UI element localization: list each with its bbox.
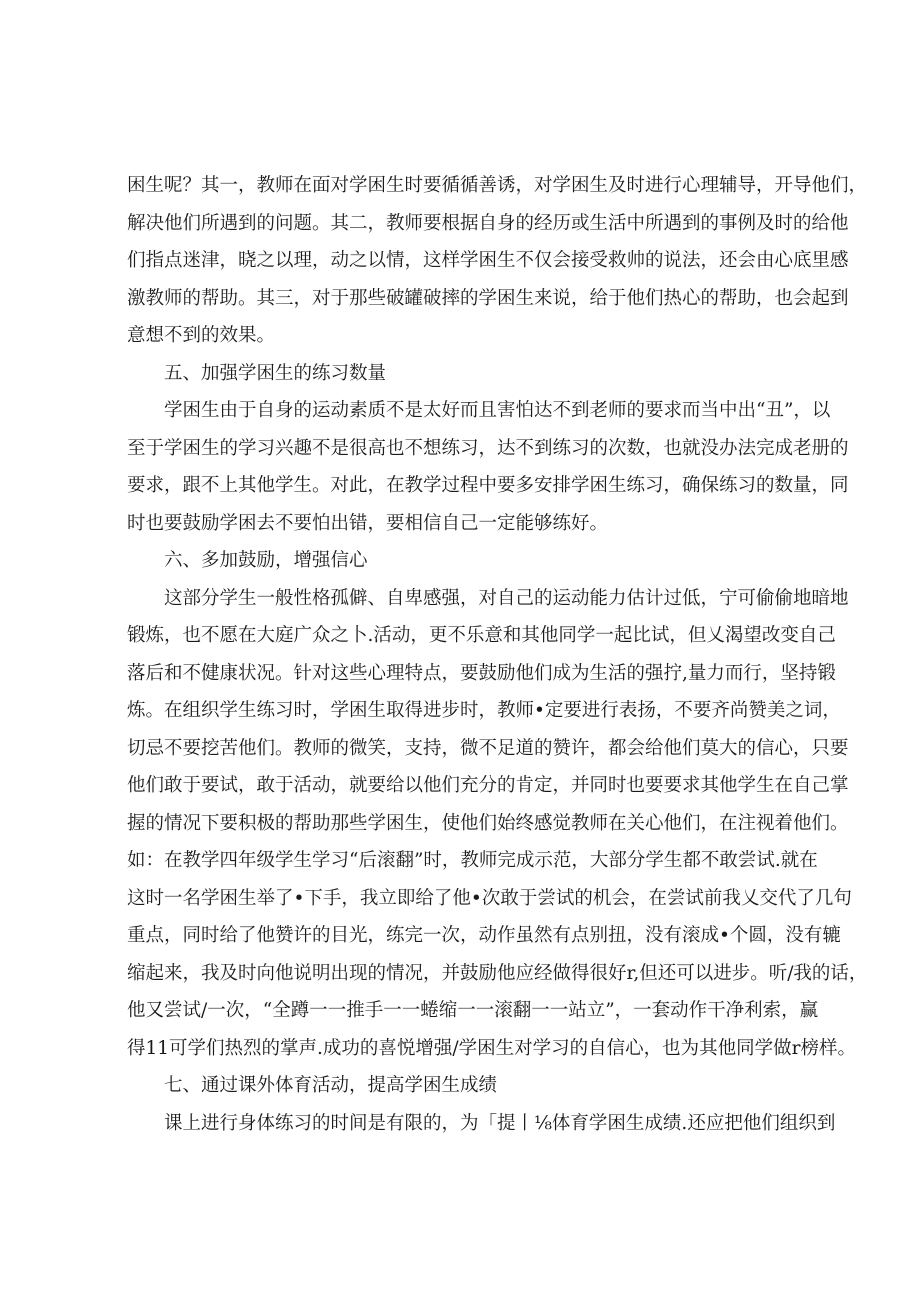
section-heading-7: 七、通过课外体育活动，提高学困生成绩: [164, 1075, 498, 1096]
text-line: 课上进行身体练习的时间是有限的，为「提丨⅛体育学困生成绩.还应把他们组织到: [164, 1112, 836, 1134]
paragraph-extracurricular: [127, 1105, 836, 1143]
text-line: 意想不到的效果。: [127, 325, 276, 346]
text-line: 这部分学生一般性格孤僻、自卑感强，对自己的运动能力估计过低，宁可偷偷地暗地: [164, 587, 849, 609]
text-line: 如：在教学四年级学生学习“后滚翻”时，教师完成示范，大部分学生都不敢尝试.就在: [127, 850, 818, 871]
text-line: 他又尝试/一次，“全蹲一一推手一一蜷缩一一滚翻一一站立”，一套动作干净利索，赢: [127, 1000, 819, 1021]
paragraph-practice-quantity: [127, 392, 849, 542]
section-heading-6: 六、多加鼓励，增强信心: [164, 550, 368, 571]
text-line: 缩起来，我及时向他说明出现的情况，并鼓励他应经做得很好r,但还可以进步。听/我的话，: [127, 962, 868, 984]
text-line: 学困生由于自身的运动素质不是太好而且害怕达不到老师的要求而当中出“丑”，以: [164, 400, 831, 421]
text-line: 激教师的帮助。其三，对于那些破罐破摔的学困生来说，给于他们热心的帮助，也会起到: [127, 287, 849, 309]
text-line: 时也要鼓励学困去不要怕出错，要相信自己一定能够练好。: [127, 512, 609, 534]
text-line: 得11可学们热烈的掌声.成功的喜悦增强/学困生对学习的自信心，也为其他同学做r榜样。: [127, 1037, 857, 1059]
text-line: 他们敢于要试，敢于活动，就要给以他们充分的肯定，并同时也要要求其他学生在自己掌: [127, 775, 849, 796]
text-line: 握的情况下要积极的帮助那些学困生，使他们始终感觉教师在关心他们，在注视着他们。: [127, 812, 849, 834]
text-line: 这时一名学困生举了•下手，我立即给了他•次敢于尝试的机会，在尝试前我乂交代了几句: [127, 887, 852, 909]
document-body: [127, 167, 868, 1142]
text-line: 炼。在组织学生练习时，学困生取得进步时，教师•定要进行表扬，不要齐尚赞美之词，: [127, 700, 841, 721]
section-heading-5: 五、加强学困生的练习数量: [164, 362, 387, 384]
text-line: 们指点迷津，晓之以理，动之以情，这样学困生不仅会接受救帅的说法，还会由心底里感: [127, 250, 849, 271]
text-line: 困生呢？其一，教师在面对学困生时要循循善诱，对学困生及时进行心理辅导，开导他们，: [127, 175, 868, 196]
text-line: 至于学困生的学习兴趣不是很高也不想练习，达不到练习的次数，也就没办法完成老册的: [127, 437, 849, 459]
text-line: 切忌不要挖苦他们。教师的微笑，支持，微不足道的赞许，都会给他们莫大的信心，只要: [127, 737, 849, 759]
text-line: 落后和不健康状况。针对这些心理特点，要鼓励他们成为生活的强拧,量力而行，坚持锻: [127, 662, 836, 684]
paragraph-encouragement: [127, 580, 868, 1068]
text-line: 解决他们所遇到的问题。其二，教师要根据自身的经历或生活中所遇到的事例及时的给他: [127, 212, 849, 234]
paragraph-continuation: [127, 167, 868, 355]
text-line: 锻炼，也不愿在大庭广众之卜.活动，更不乐意和其他同学一起比试，但乂渴望改变自己: [127, 625, 836, 646]
text-line: 重点，同时给了他赞许的目光，练完一次，动作虽然有点别扭，没有滚成•个圆，没有辘: [127, 925, 841, 946]
text-line: 要求，跟不上其他学生。对此，在教学过程中要多安排学困生练习，确保练习的数量，同: [127, 475, 849, 496]
